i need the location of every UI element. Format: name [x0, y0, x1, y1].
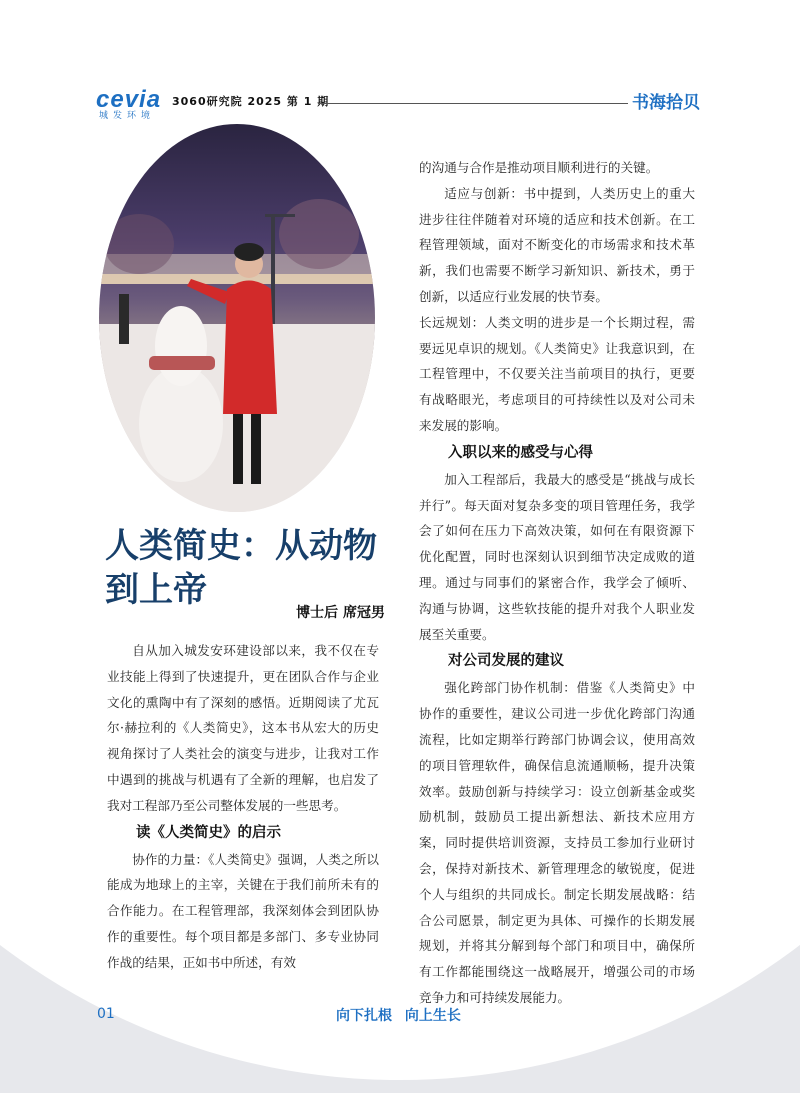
right-column [419, 155, 695, 1011]
paragraph-suggestions: 强化跨部门协作机制：借鉴《人类简史》中协作的重要性，建议公司进一步优化跨部门沟通流程，比如定期举行跨部门协调会议，使用高效的项目管理软件，确保信息流通顺畅，提升决策效率。鼓励创新与持续学习：设立创新基金或奖励机制，鼓励员工提出新想法、新技术应用方案，同时提供培训资源，支持员工参加行业研讨会，保持对新技术、新管理理念的敏锐度，促进个人与组织的共同成长。制定长期发展战略：结合公司愿景，制定更为具体、可操作的长期发展规划，并将其分解到每个部门和项目中，确保所有工作都能围绕这一战略展开，增强公司的市场竞争力和可持续发展能力。 [419, 680, 695, 1005]
page-number: 01 [97, 1006, 115, 1022]
article-title [105, 524, 405, 612]
intro-paragraph: 自从加入城发安环建设部以来，我不仅在专业技能上得到了快速提升，更在团队合作与企业文化的熏陶中有了深刻的感悟。近期阅读了尤瓦尔·赫拉利的《人类简史》，这本书从宏大的历史视角探讨了人类社会的演变与进步，让我对工作中遇到的挑战与机遇有了全新的理解，也启发了我对工程部乃至公司整体发展的一些思考。 [107, 643, 379, 813]
heading-inspiration: 读《人类简史》的启示 [136, 824, 281, 841]
section-title: 书海拾贝 [632, 93, 700, 113]
footer-slogan: 向下扎根 向上生长 [336, 1008, 461, 1024]
paragraph-cooperation-cont: 的沟通与合作是推动项目顺利进行的关键。 [419, 160, 659, 175]
author-byline: 博士后 席冠男 [296, 605, 385, 621]
left-column [107, 638, 379, 976]
paragraph-cooperation: 协作的力量：《人类简史》强调，人类之所以能成为地球上的主宰，关键在于我们前所未有的合作能力。在工程管理部，我深刻体会到团队协作的重要性。每个项目都是多部门、多专业协同作战的结果，正如书中所述，有效 [107, 851, 379, 970]
heading-suggestions: 对公司发展的建议 [448, 653, 564, 670]
title-line-1: 人类简史：从动物 [105, 526, 377, 566]
author-photo [99, 124, 375, 512]
title-line-2: 到上帝 [105, 570, 207, 610]
paragraph-feelings: 加入工程部后，我最大的感受是“挑战与成长并行”。每天面对复杂多变的项目管理任务，我学会了如何在压力下高效决策，如何在有限资源下优化配置，同时也深刻认识到细节决定成败的道理。通过与同事们的紧密合作，我学会了倾听、沟通与协调，这些软技能的提升对我个人职业发展至关重要。 [419, 471, 695, 642]
cevia-logo: cevia [96, 86, 162, 113]
logo-subtitle: 城发环境 [99, 111, 156, 121]
issue-label: 3060研究院 2025 第 1 期 [172, 95, 330, 108]
paragraph-long-term: 长远规划：人类文明的进步是一个长期过程，需要远见卓识的规划。《人类简史》让我意识到，在工程管理中，不仅要关注当前项目的执行，更要有战略眼光，考虑项目的可持续性以及对公司未来发展的影响。 [419, 314, 695, 433]
heading-feelings: 入职以来的感受与心得 [448, 444, 593, 461]
page-header [96, 84, 706, 121]
header-divider [318, 103, 628, 104]
paragraph-adaptation: 适应与创新：书中提到，人类历史上的重大进步往往伴随着对环境的适应和技术创新。在工程管理领域，面对不断变化的市场需求和技术革新，我们也需要不断学习新知识、新技术，勇于创新，以适应行业发展的快节奏。 [419, 185, 695, 304]
